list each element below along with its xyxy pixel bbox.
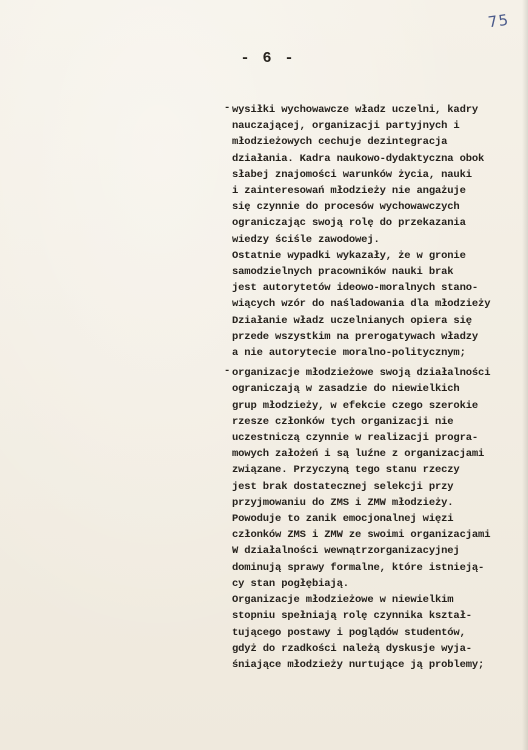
text-line: jest autorytetów ideowo-moralnych stano- — [232, 282, 479, 295]
text-line: wiących wzór do naśladowania dla młodzieży — [232, 298, 491, 311]
text-line: Organizacje młodzieżowe w niewielkim — [232, 594, 454, 607]
text-line: ograniczają w zasadzie do niewielkich — [232, 383, 460, 396]
bullet-dash: - — [224, 365, 231, 378]
text-line: mowych założeń i są luźne z organizacjami — [232, 448, 485, 461]
text-line: Działanie władz uczelnianych opiera się — [232, 314, 472, 327]
text-line: młodzieżowych cechuje dezintegracja — [232, 136, 448, 149]
text-line: W działalności wewnątrzorganizacyjnej — [232, 545, 460, 558]
text-line: nauczającej, organizacji partyjnych i — [232, 120, 460, 133]
text-line: rzesze członków tych organizacji nie — [232, 415, 454, 428]
text-line: przede wszystkim na prerogatywach władzy — [232, 330, 479, 343]
text-line: uczestniczą czynnie w realizacji progra- — [232, 432, 479, 445]
text-line: wysiłki wychowawcze władz uczelni, kadry — [232, 104, 479, 116]
text-line: grup młodzieży, w efekcie czego szerokie — [232, 399, 479, 412]
body-text — [224, 102, 526, 673]
text-line: Powoduje to zanik emocjonalnej więzi — [232, 513, 454, 526]
paragraph-2 — [224, 365, 526, 673]
handwritten-page-number: 75 — [486, 10, 511, 32]
text-line: tującego postawy i poglądów studentów, — [232, 626, 466, 639]
text-line: samodzielnych pracowników nauki brak — [232, 266, 454, 279]
text-line: cy stan pogłębiają. — [232, 577, 349, 590]
text-line: przyjmowaniu do ZMS i ZMW młodzieży. — [232, 496, 454, 509]
text-line: gdyż do rzadkości należą dyskusje wyja- — [232, 642, 472, 655]
text-line: się czynnie do procesów wychowawczych — [232, 201, 460, 214]
text-line: słabej znajomości warunków życia, nauki — [232, 168, 472, 181]
text-line: a nie autorytecie moralno-politycznym; — [232, 347, 466, 360]
text-line: jest brak dostatecznej selekcji przy — [232, 480, 454, 493]
text-line: członków ZMS i ZMW ze swoimi organizacjami — [232, 529, 491, 542]
text-line: Ostatnie wypadki wykazały, że w gronie — [232, 249, 466, 262]
text-line: stopniu spełniają rolę czynnika kształ- — [232, 610, 472, 623]
text-line: wiedzy ściśle zawodowej. — [232, 233, 380, 246]
text-line: ograniczając swoją rolę do przekazania — [232, 217, 466, 230]
bullet-dash: - — [224, 102, 231, 114]
text-line: i zainteresowań młodzieży nie angażuje — [232, 185, 466, 198]
text-line: dominują sprawy formalne, które istnieją- — [232, 561, 485, 574]
text-line: działania. Kadra naukowo-dydaktyczna obok — [232, 152, 485, 165]
page-number: - 6 - — [240, 50, 296, 67]
text-line: organizacje młodzieżowe swoją działalności — [232, 367, 491, 380]
text-line: związane. Przyczyną tego stanu rzeczy — [232, 464, 460, 477]
text-line: śniające młodzieży nurtujące ją problemy; — [232, 658, 485, 671]
paragraph-1 — [224, 102, 526, 361]
